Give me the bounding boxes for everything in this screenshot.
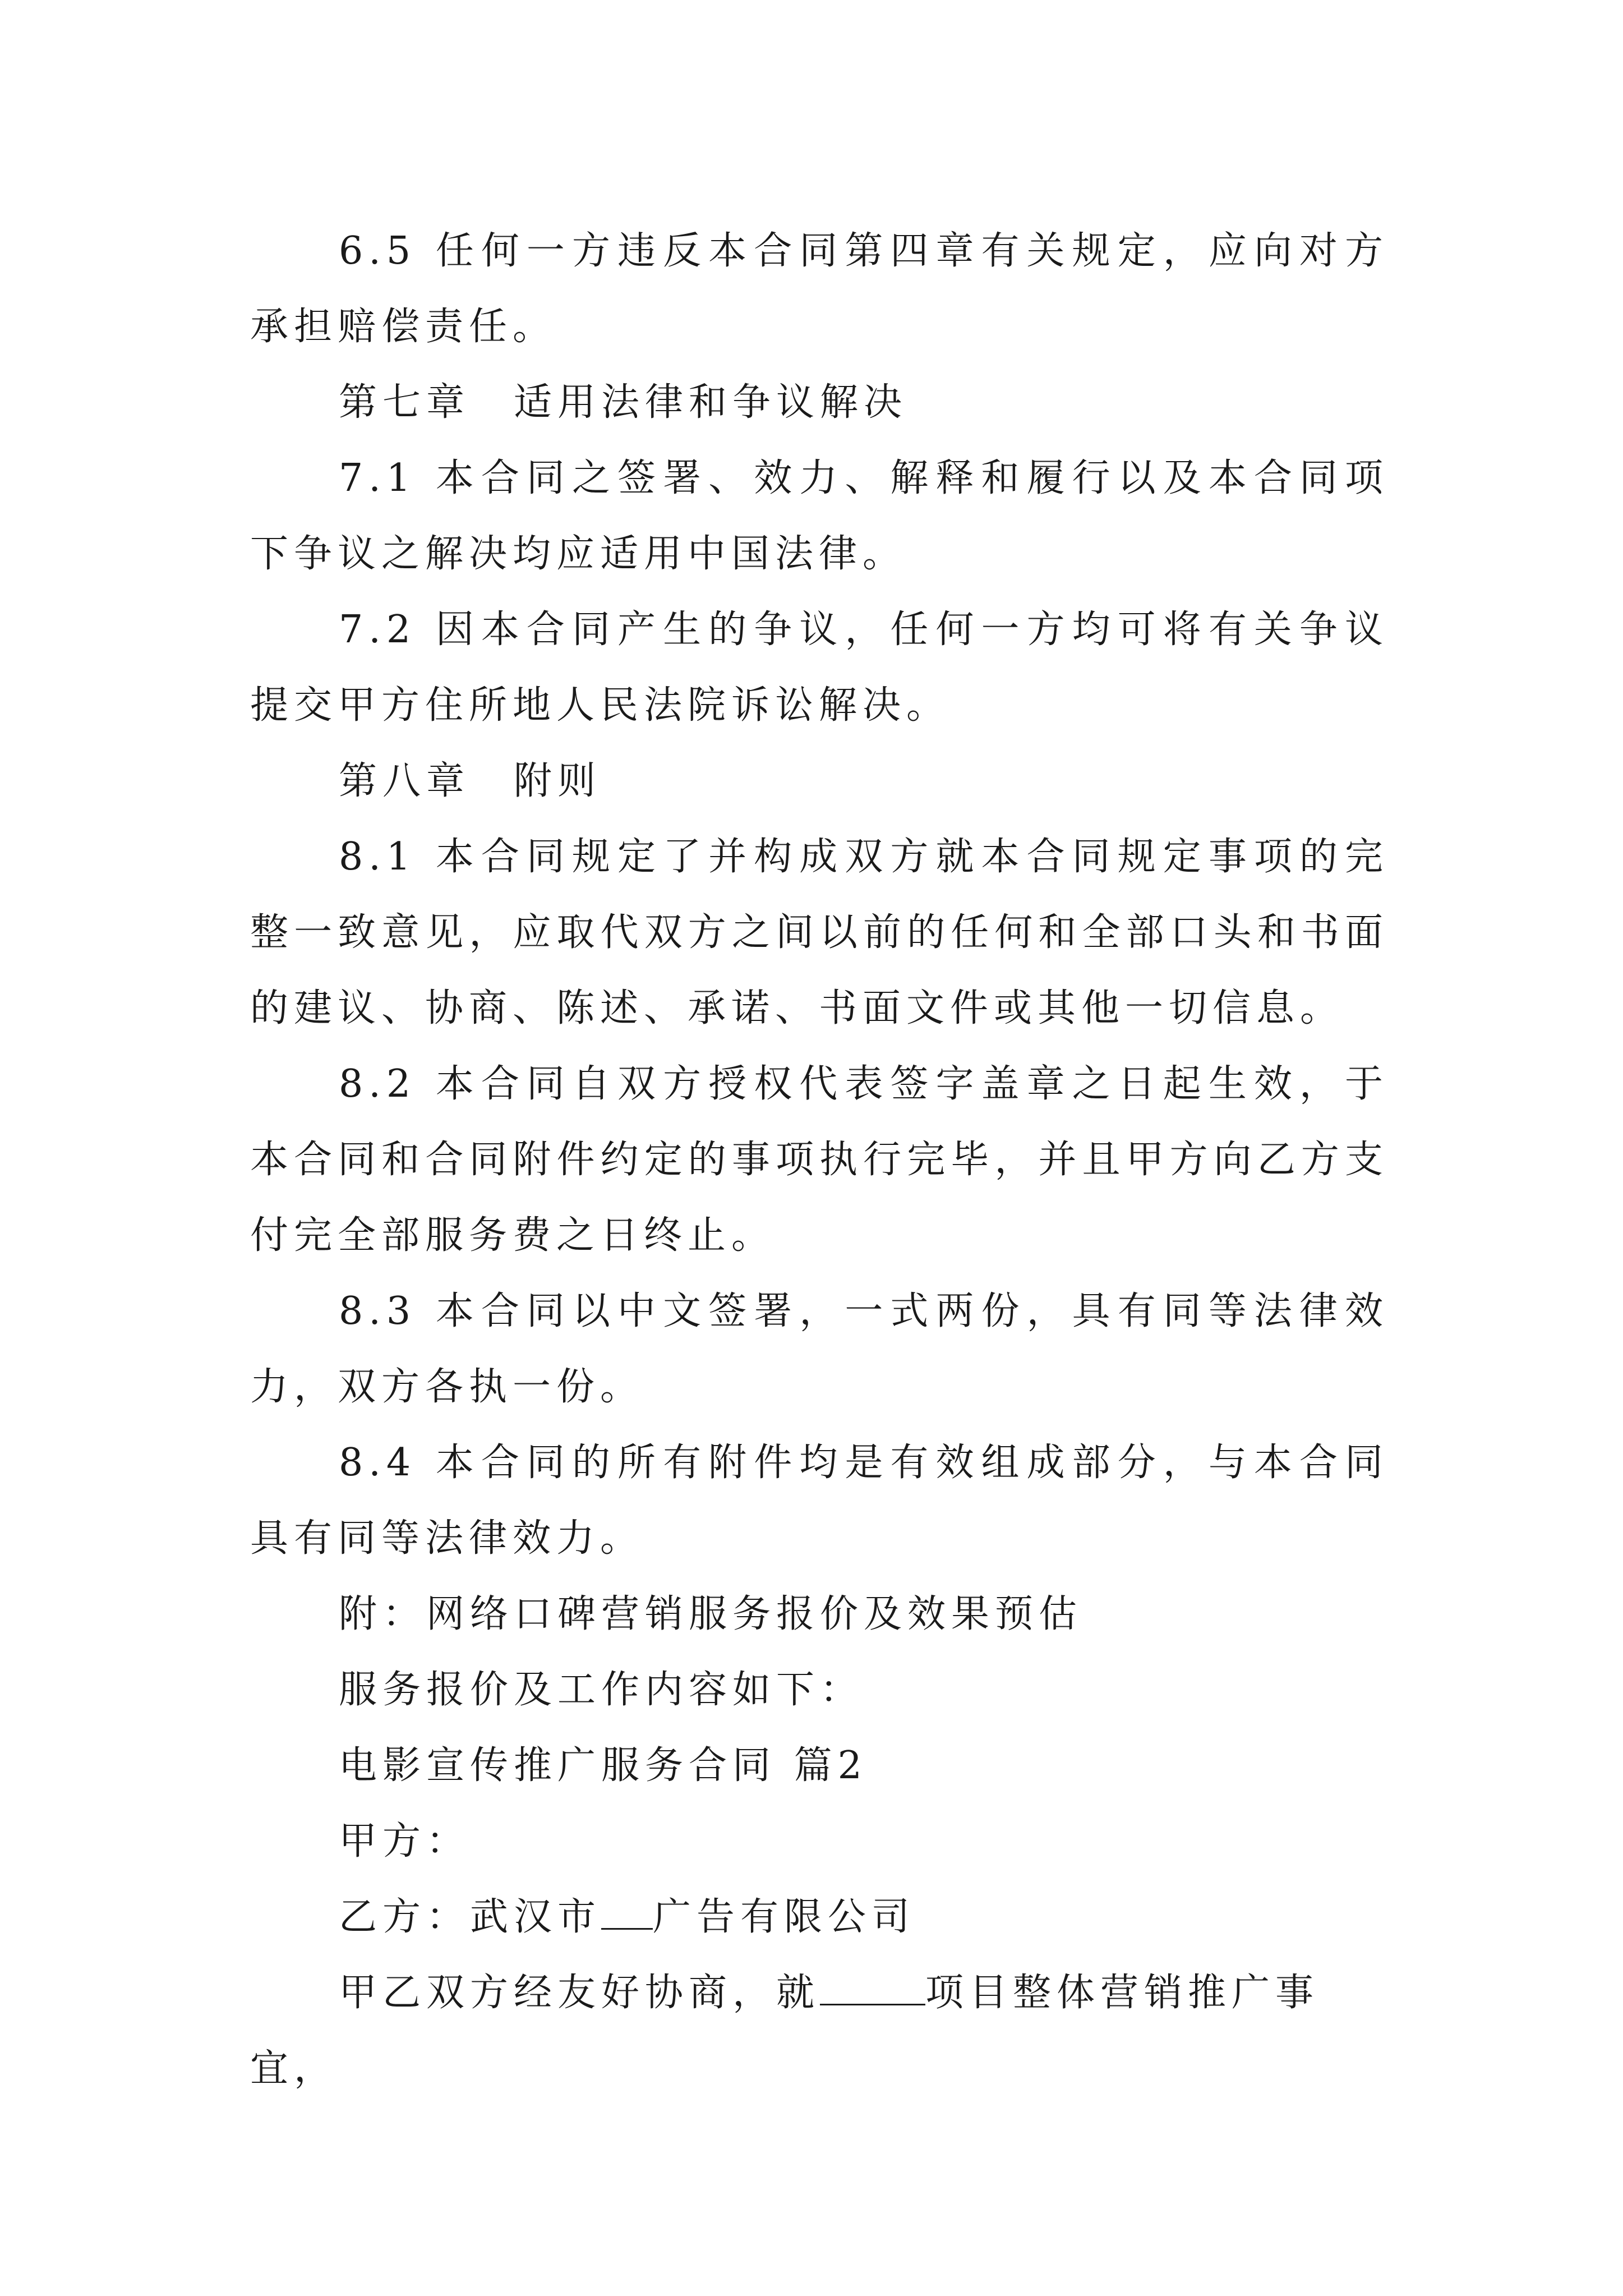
clause-7-1: 7.1 本合同之签署、效力、解释和履行以及本合同项下争议之解决均应适用中国法律。 <box>250 456 1389 576</box>
clause-8-2: 8.2 本合同自双方授权代表签字盖章之日起生效，于本合同和合同附件约定的事项执行完毕，并且甲方向乙方支付完全部服务费之日终止。 <box>250 1062 1389 1258</box>
clause-7-2: 7.2 因本合同产生的争议，任何一方均可将有关争议提交甲方住所地人民法院诉讼解决。 <box>250 608 1389 728</box>
service-quote-line: 服务报价及工作内容如下： <box>339 1668 864 1712</box>
chapter-7-heading: 第七章 适用法律和争议解决 <box>339 380 908 425</box>
negotiation-line <box>250 1955 1389 2106</box>
contract-2-title: 电影宣传推广服务合同 篇2 <box>339 1743 868 1788</box>
clause-8-1: 8.1 本合同规定了并构成双方就本合同规定事项的完整一致意见，应取代双方之间以前的任何和全部口头和书面的建议、协商、陈述、承诺、书面文件或其他一切信息。 <box>250 835 1389 1030</box>
attachment-line: 附：网络口碑营销服务报价及效果预估 <box>339 1592 1083 1636</box>
party-b-suffix: 广告有限公司 <box>653 1895 916 1939</box>
party-b-blank <box>601 1893 653 1930</box>
clause-8-4: 8.4 本合同的所有附件均是有效组成部分，与本合同具有同等法律效力。 <box>250 1441 1389 1561</box>
negotiation-suffix: 项目整体营销推广事宜， <box>250 1971 1320 2091</box>
clause-8-3: 8.3 本合同以中文签署，一式两份，具有同等法律效力，双方各执一份。 <box>250 1289 1389 1409</box>
party-b-prefix: 乙方：武汉市 <box>339 1895 602 1939</box>
party-a-line: 甲方： <box>339 1819 471 1864</box>
chapter-8-heading: 第八章 附则 <box>339 759 602 803</box>
contract-body <box>250 213 1389 2106</box>
party-b-line <box>250 1879 1389 1955</box>
project-name-blank <box>820 1969 925 2005</box>
clause-6-5: 6.5 任何一方违反本合同第四章有关规定，应向对方承担赔偿责任。 <box>250 229 1389 349</box>
negotiation-prefix: 甲乙双方经友好协商，就 <box>339 1971 820 2015</box>
